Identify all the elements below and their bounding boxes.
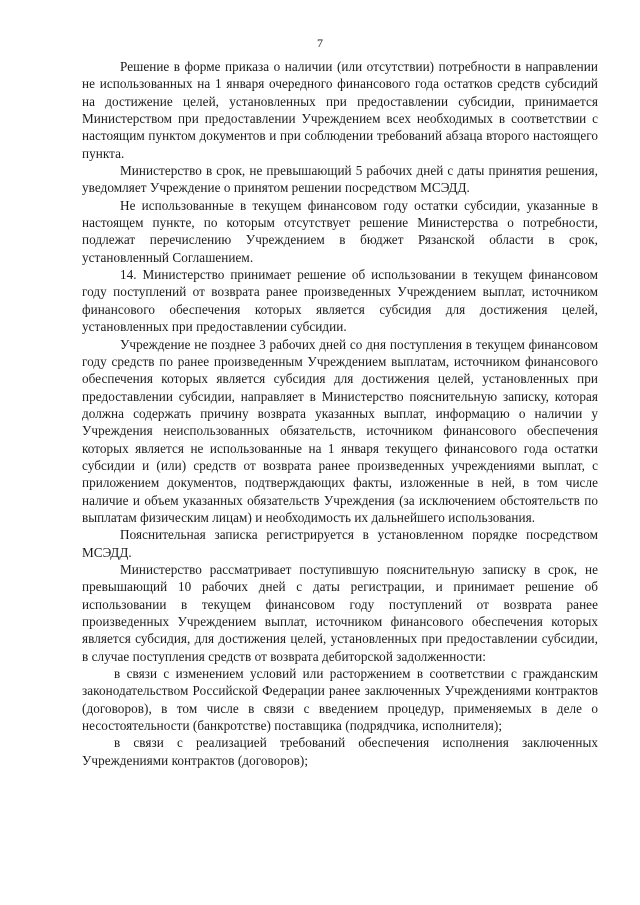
paragraph-institution-note: Учреждение не позднее 3 рабочих дней со дня поступления в текущем финансовом году средств по ранее произведенным Учреждением выплатам, источником финансового обеспечения которых является субсидия для достижения целей, установленных при предоставлении субсидии, направляет в Министерство пояснительную записку, которая должна содержать причину возврата указанных выплат, информацию о наличии у Учреждения неиспользованных обязательств, источником финансового обеспечения которых является не использованные на 1 января текущего финансового года остатки субсидии и (или) средств от возврата ранее произведенных учреждениями выплат, с приложением документов, подтверждающих факты, изложенные в ней, в том числе наличие и объем указанных обязательств Учреждения (за исключением обстоятельств по выплатам физическим лицам) и необходимость их дальнейшего использования. [82, 336, 598, 525]
page-number: 7 [317, 36, 323, 50]
paragraph-contract-changes: в связи с изменением условий или расторжением в соответствии с гражданским законодательством Российской Федерации ранее заключенных Учреждениями контрактов (договоров), в том числе в связи с введением процедур, применяемых в деле о несостоятельности (банкротстве) поставщика (подрядчика, исполнителя); [82, 666, 598, 734]
paragraph-contract-security: в связи с реализацией требований обеспечения исполнения заключенных Учреждениями контрактов (договоров); [82, 735, 598, 768]
paragraph-unused-balances: Не использованные в текущем финансовом году остатки субсидии, указанные в настоящем пункте, по которым отсутствует решение Министерства о потребности, подлежат перечислению Учреждением в бюджет Рязанской области в срок, установленный Соглашением. [82, 197, 598, 265]
paragraph-item-14: 14. Министерство принимает решение об использовании в текущем финансовом году поступлений от возврата ранее произведенных Учреждением выплат, источником финансового обеспечения которых является субсидия для достижения целей, установленных при предоставлении субсидии. [82, 267, 598, 335]
paragraph-note-registration: Пояснительная записка регистрируется в установленном порядке посредством МСЭДД. [82, 527, 598, 560]
paragraph-ministry-review: Министерство рассматривает поступившую пояснительную записку в срок, не превышающий 10 рабочих дней с даты регистрации, и принимает решение об использовании в текущем финансовом году поступлений от возврата ранее произведенных Учреждением выплат, источником финансового обеспечения которых является субсидия, для достижения целей, установленных при предоставлении субсидии, в случае поступления средств от возврата дебиторской задолженности: [82, 561, 598, 664]
paragraph-decision-order: Решение в форме приказа о наличии (или отсутствии) потребности в направлении не использованных на 1 января очередного финансового года остатков средств субсидий на достижение целей, установленных при предоставлении субсидии, принимается Министерством при предоставлении Учреждением всех необходимых в соответствии с настоящим пунктом документов и при соблюдении требований абзаца второго настоящего пункта. [82, 59, 598, 161]
paragraph-ministry-notification: Министерство в срок, не превышающий 5 рабочих дней с даты принятия решения, уведомляет Учреждение о принятом решении посредством МСЭДД. [82, 163, 598, 196]
